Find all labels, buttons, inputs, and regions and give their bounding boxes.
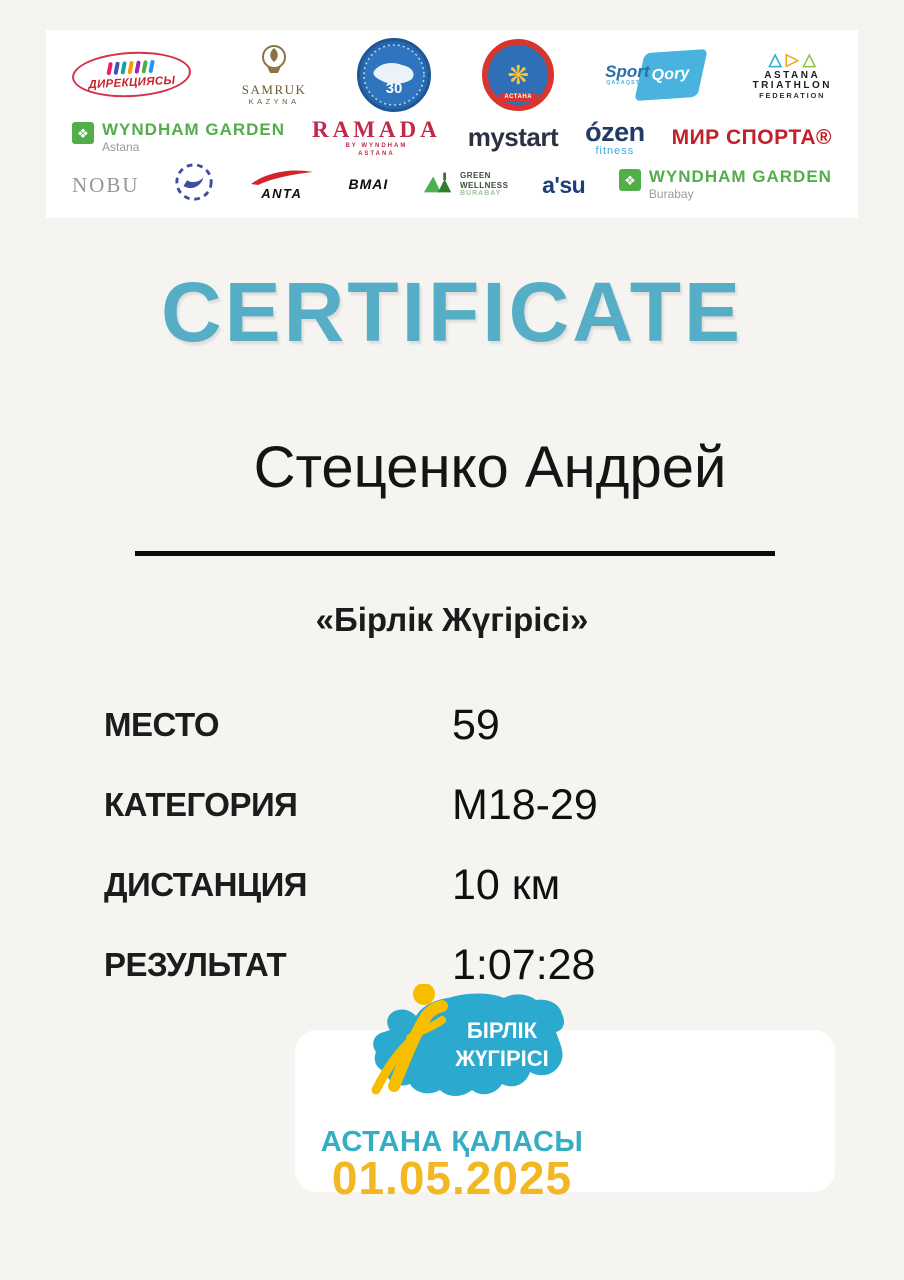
green-wellness-line1: GREEN [459, 171, 491, 181]
field-row-place [104, 696, 744, 754]
logo-text-line2: ЖҮГІРІСІ [455, 1046, 549, 1071]
sponsor-nobu-logo [72, 174, 140, 196]
triathlon-line3: FEDERATION [759, 90, 826, 100]
distance-value: 10 км [452, 860, 561, 909]
sponsor-row-3 [72, 161, 832, 208]
wyndham-astana-city: Astana [102, 140, 140, 155]
wyndham-burabay-city: Burabay [648, 187, 694, 202]
sponsor-row-2 [72, 116, 832, 159]
name-underline [135, 551, 775, 556]
field-row-distance [104, 856, 744, 914]
triathlon-triangles-icon [769, 51, 816, 68]
sponsor-astana-city-emblem [482, 39, 554, 111]
sponsor-direkciyasy-logo [71, 49, 192, 100]
sponsor-samruk-kazyna-logo [242, 44, 307, 105]
result-label: РЕЗУЛЬТАТ [104, 946, 287, 983]
participant-name: Стеценко Андрей [253, 435, 727, 500]
birlik-zhugirisi-event-logo [350, 984, 572, 1106]
footer-date: 01.05.2025 [331, 1152, 573, 1204]
sportqory-sub-label: QAZAQSTAN [606, 80, 650, 87]
triathlon-line1: ASTANA [764, 69, 821, 81]
wyndham-astana-brand: WYNDHAM GARDEN [102, 120, 286, 140]
sponsor-astana-triathlon-logo [752, 51, 832, 100]
nobu-label: NOBU [72, 172, 140, 197]
category-label: КАТЕГОРИЯ [104, 786, 298, 823]
bmai-label: BMAI [348, 176, 389, 193]
green-wellness-line3: BURABAY [459, 189, 502, 197]
anta-label: ANTA [261, 186, 303, 202]
green-wellness-line2: WELLNESS [459, 180, 509, 190]
green-wellness-mountain-icon [422, 169, 454, 200]
runners-figures-icon [108, 60, 155, 75]
sponsor-row-1 [72, 38, 832, 112]
result-value: 1:07:28 [452, 940, 596, 989]
place-label: МЕСТО [104, 706, 220, 743]
ramada-sub1: BY WYNDHAM [345, 143, 408, 150]
sponsor-samruk-label: SAMRUK [241, 82, 307, 98]
ozen-brand: ózen [585, 116, 645, 147]
sponsor-mystart-logo [467, 121, 559, 152]
result-fields [104, 696, 744, 1016]
sponsor-bmai-logo [349, 177, 389, 192]
wyndham-diamond-icon: ❖ [72, 122, 94, 144]
certificate-title: CERTIFICATE [160, 265, 744, 359]
sportqory-sport-label: Sport [605, 62, 650, 82]
anniversary-30-label: 30 [385, 80, 403, 97]
sportqory-wordmark [605, 63, 649, 87]
sponsor-green-wellness-logo [422, 169, 508, 200]
sponsor-wyndham-burabay-logo [619, 168, 832, 200]
sponsor-mir-sporta-logo [672, 127, 832, 149]
sponsor-kazyna-label: KAZYNA [248, 96, 300, 106]
wyndham-burabay-brand: WYNDHAM GARDEN [648, 167, 832, 187]
sponsor-asu-logo [542, 173, 585, 197]
mir-sporta-label: МИР СПОРТА® [671, 125, 832, 149]
ozen-fitness-label: fitness [595, 145, 635, 157]
samruk-bird-icon [259, 44, 289, 81]
sponsor-wyndham-astana-logo [72, 121, 285, 153]
sponsor-sportqory-logo [605, 51, 701, 99]
distance-label: ДИСТАНЦИЯ [104, 866, 308, 903]
sponsor-ozen-fitness-logo [585, 118, 645, 158]
triangle-blue-icon: △ [768, 49, 782, 69]
category-value: M18-29 [452, 780, 598, 829]
triangle-green-icon: △ [802, 49, 816, 69]
wyndham-diamond-icon: ❖ [619, 169, 641, 191]
asu-label: a'su [542, 171, 586, 198]
anta-swoosh-icon [249, 168, 315, 186]
sportqory-qory-label: Qory [650, 64, 691, 84]
sponsor-anta-logo [249, 168, 315, 201]
field-row-category [104, 776, 744, 834]
triangle-orange-icon: ▷ [785, 49, 799, 69]
astana-crest-icon: ❋ [507, 60, 530, 90]
sponsor-ramada-logo [312, 118, 441, 157]
sponsor-joma-logo [173, 161, 215, 208]
place-value: 59 [452, 700, 500, 749]
astana-emblem-label: АСТАНА [499, 93, 537, 101]
mystart-label: mystart [467, 121, 559, 152]
sponsor-direkciyasy-label: ДИРЕКЦИЯСЫ [88, 75, 176, 92]
sponsor-30-anniversary-emblem [357, 38, 431, 112]
ramada-brand: RAMADA [312, 117, 441, 143]
event-name: «Бірлік Жүгірісі» [315, 601, 589, 638]
joma-emblem-icon [173, 161, 215, 208]
sponsor-logos-panel [46, 30, 858, 218]
logo-text-line1: БІРЛІК [466, 1018, 538, 1043]
triathlon-line2: TRIATHLON [752, 80, 832, 92]
ramada-sub2: ASTANA [358, 150, 395, 157]
footer-city: АСТАНА ҚАЛАСЫ [320, 1126, 584, 1158]
